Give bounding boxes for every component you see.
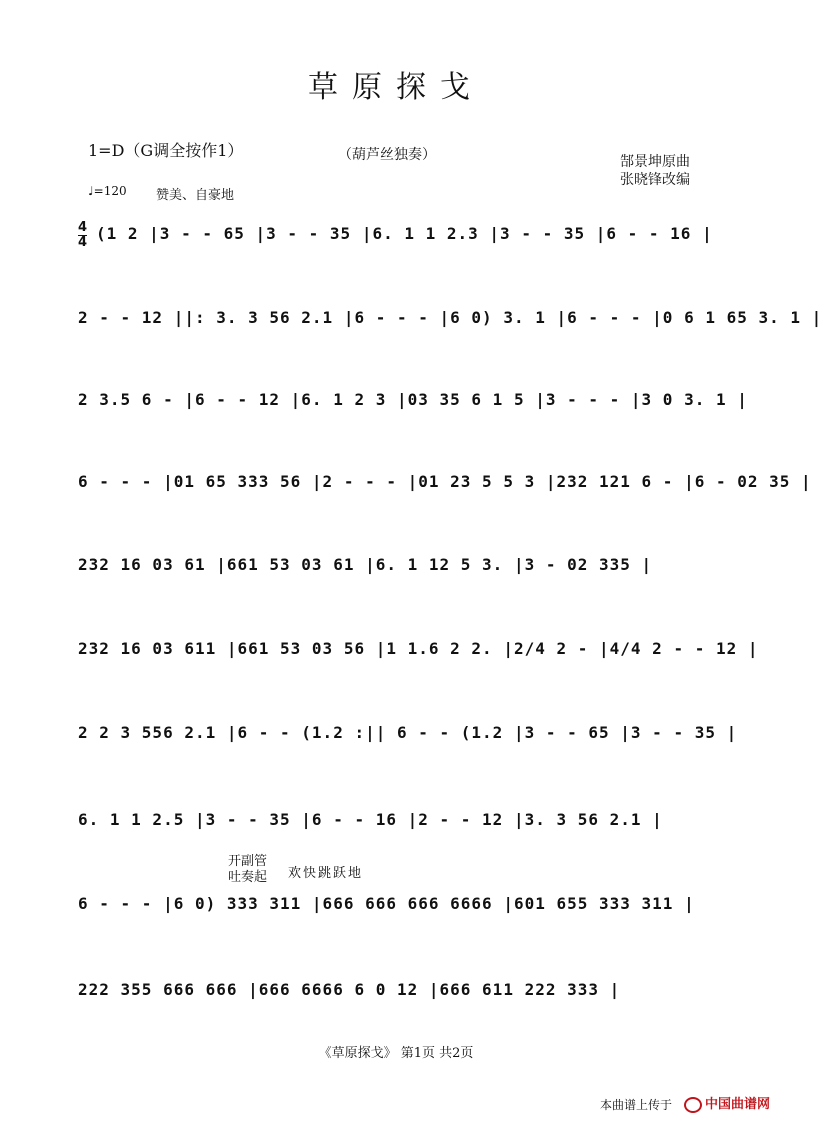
score-line-6: 232 16 03 611 |661 53 03 56 |1 1.6 2 2. |2/4 2 - |4/4 2 - - 12 | bbox=[78, 639, 759, 658]
expression-marking: 赞美、自豪地 bbox=[156, 188, 235, 203]
arranger: 张晓锋改编 bbox=[620, 172, 690, 188]
upload-note: 本曲谱上传于 bbox=[600, 1098, 673, 1112]
performance-note-1: 开副管 bbox=[228, 854, 268, 869]
score-line-8: 6. 1 1 2.5 |3 - - 35 |6 - - 16 |2 - - 12 |3. 3 56 2.1 | bbox=[78, 810, 663, 829]
score-line-2: 2 - - 12 ||: 3. 3 56 2.1 |6 - - - |6 0) 3. 1 |6 - - - |0 6 1 65 3. 1 | bbox=[78, 308, 822, 327]
credits bbox=[620, 153, 690, 189]
score-title: 草原探戈 bbox=[308, 70, 484, 105]
score-line-3: 2 3.5 6 - |6 - - 12 |6. 1 2 3 |03 35 6 1 5 |3 - - - |3 0 3. 1 | bbox=[78, 390, 748, 409]
score-line-4: 6 - - - |01 65 333 56 |2 - - - |01 23 5 5 3 |232 121 6 - |6 - 02 35 | bbox=[78, 472, 812, 491]
score-line-10: 222 355 666 666 |666 6666 6 0 12 |666 611 222 333 | bbox=[78, 980, 621, 999]
performance-note bbox=[228, 854, 267, 886]
time-signature-top: 4 bbox=[78, 220, 88, 235]
composer: 郜景坤原曲 bbox=[620, 154, 690, 170]
key-signature: 1=D（G调全按作1） bbox=[88, 141, 244, 160]
expression-marking-2: 欢快跳跃地 bbox=[288, 866, 364, 881]
site-logo bbox=[684, 1093, 770, 1113]
performance-note-2: 吐奏起 bbox=[228, 870, 268, 885]
tempo-marking: ♩=120 bbox=[88, 184, 127, 198]
score-line-1: (1 2 |3 - - 65 |3 - - 35 |6. 1 1 2.3 |3 - - 35 |6 - - 16 | bbox=[96, 224, 713, 243]
score-line-5: 232 16 03 61 |661 53 03 61 |6. 1 12 5 3. |3 - 02 335 | bbox=[78, 555, 653, 574]
score-line-7: 2 2 3 556 2.1 |6 - - (1.2 :|| 6 - - (1.2 |3 - - 65 |3 - - 35 | bbox=[78, 723, 738, 742]
time-signature-bottom: 4 bbox=[78, 235, 88, 250]
instrument-subtitle: （葫芦丝独奏） bbox=[338, 147, 436, 163]
page-footer: 《草原探戈》 第1页 共2页 bbox=[318, 1046, 474, 1061]
score-line-9: 6 - - - |6 0) 333 311 |666 666 666 6666 |601 655 333 311 | bbox=[78, 894, 695, 913]
logo-icon bbox=[684, 1097, 702, 1113]
time-signature bbox=[78, 222, 87, 249]
site-logo-text: 中国曲谱网 bbox=[705, 1097, 771, 1112]
